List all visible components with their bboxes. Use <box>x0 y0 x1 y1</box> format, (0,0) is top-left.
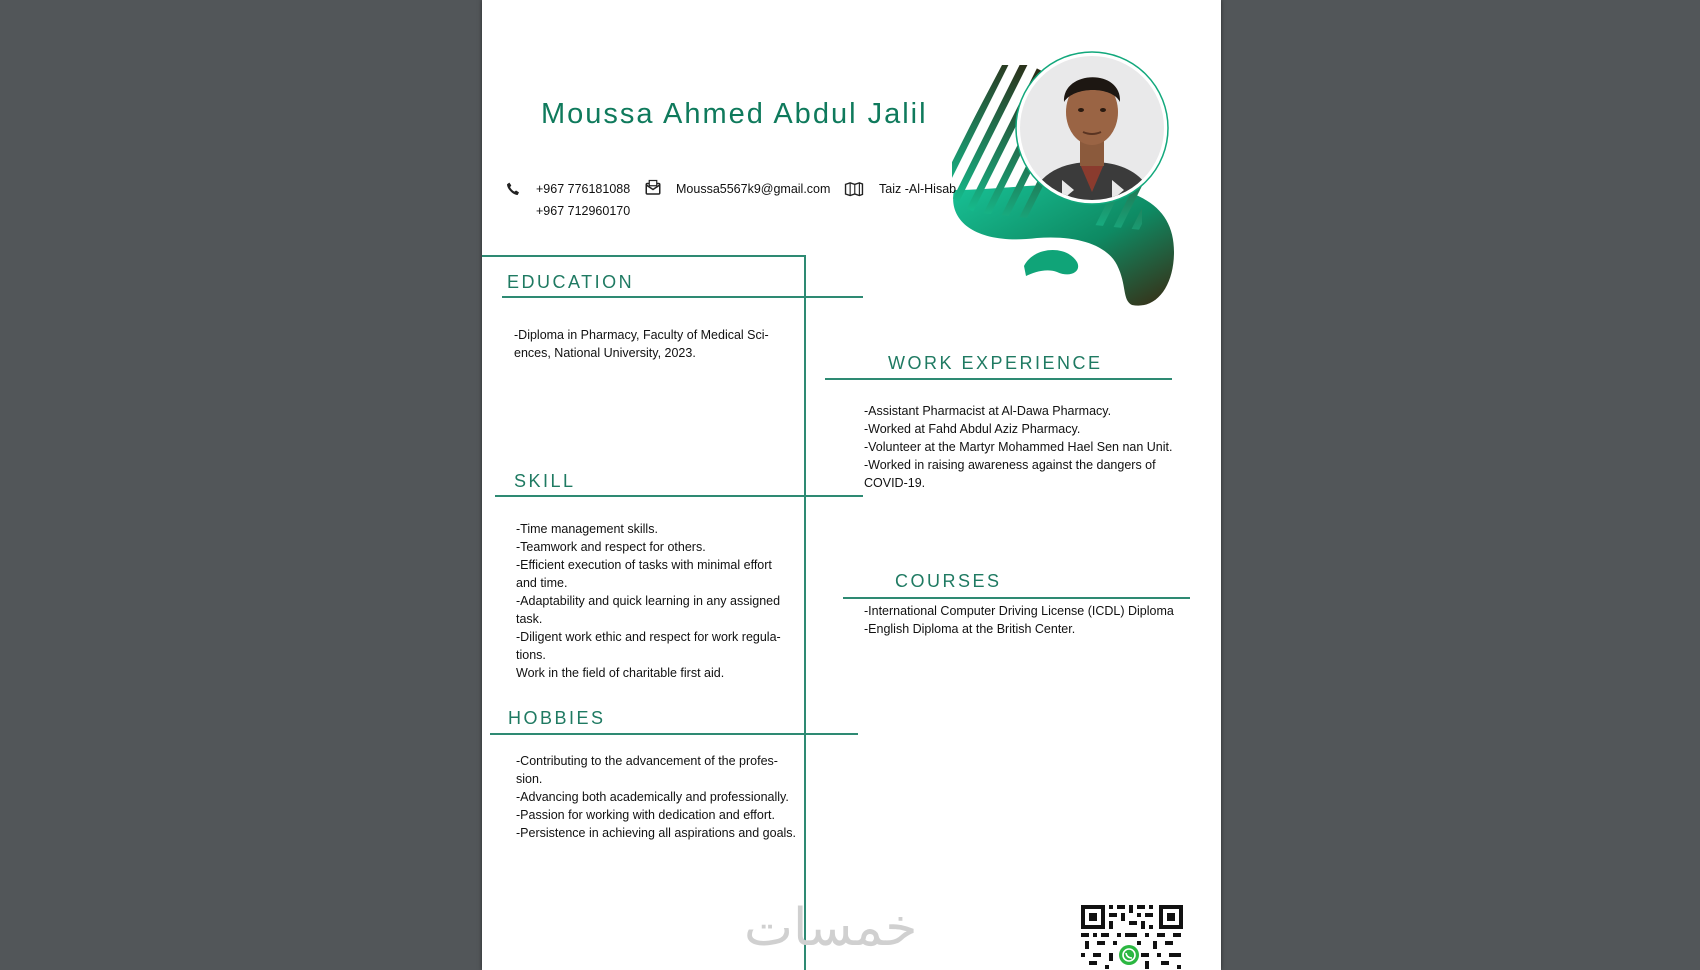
list-item: -Efficient execution of tasks with minimal effort <box>516 558 772 572</box>
hobbies-list <box>516 752 806 842</box>
list-item: task. <box>516 612 543 626</box>
skill-underline <box>495 495 863 497</box>
whatsapp-icon <box>1119 945 1139 965</box>
courses-underline <box>843 597 1190 599</box>
education-top-border <box>482 255 805 257</box>
envelope-icon <box>644 179 662 197</box>
work-experience-list <box>864 402 1214 492</box>
education-underline <box>502 296 863 298</box>
decorative-graphic <box>942 40 1202 320</box>
list-item: -Time management skills. <box>516 522 658 536</box>
list-item: -Assistant Pharmacist at Al-Dawa Pharmacy. <box>864 404 1112 418</box>
education-heading: EDUCATION <box>507 272 635 292</box>
phone-number-2: +967 712960170 <box>536 204 631 218</box>
skill-list <box>516 520 806 682</box>
email-address: Moussa5567k9@gmail.com <box>676 182 831 196</box>
list-item: -Diploma in Pharmacy, Faculty of Medical Sci- <box>514 328 769 342</box>
list-item: -Volunteer at the Martyr Mohammed Hael Sen nan Unit. <box>864 440 1173 454</box>
phone-number-1: +967 776181088 <box>536 182 631 196</box>
list-item: tions. <box>516 648 546 662</box>
list-item: ences, National University, 2023. <box>514 346 696 360</box>
resume-page <box>482 0 1221 970</box>
list-item: -Contributing to the advancement of the profes- <box>516 754 778 768</box>
list-item: -Advancing both academically and professionally. <box>516 790 789 804</box>
list-item: Work in the field of charitable first aid. <box>516 666 725 680</box>
hobbies-heading: HOBBIES <box>508 708 606 728</box>
work-experience-underline <box>825 378 1172 380</box>
list-item: -Persistence in achieving all aspirations and goals. <box>516 826 797 840</box>
list-item: -International Computer Driving License (ICDL) Diploma <box>864 604 1174 618</box>
courses-list <box>864 602 1204 638</box>
list-item: -Worked at Fahd Abdul Aziz Pharmacy. <box>864 422 1081 436</box>
list-item: -Diligent work ethic and respect for work regula- <box>516 630 781 644</box>
education-list <box>514 326 784 362</box>
location: Taiz -Al-Hisab <box>879 182 957 196</box>
list-item: -English Diploma at the British Center. <box>864 622 1076 636</box>
map-icon <box>844 181 864 197</box>
qr-code-icon[interactable] <box>1079 903 1185 970</box>
phone-icon <box>505 181 521 197</box>
list-item: -Adaptability and quick learning in any assigned <box>516 594 781 608</box>
list-item: and time. <box>516 576 568 590</box>
list-item: sion. <box>516 772 543 786</box>
skill-heading: SKILL <box>514 471 576 491</box>
list-item: COVID-19. <box>864 476 926 490</box>
full-name: Moussa Ahmed Abdul Jalil <box>541 98 928 130</box>
list-item: -Worked in raising awareness against the dangers of <box>864 458 1156 472</box>
watermark: خمسات <box>744 898 918 958</box>
work-experience-heading: WORK EXPERIENCE <box>888 353 1103 373</box>
hobbies-underline <box>490 733 858 735</box>
courses-heading: COURSES <box>895 571 1002 591</box>
list-item: -Passion for working with dedication and effort. <box>516 808 775 822</box>
list-item: -Teamwork and respect for others. <box>516 540 706 554</box>
